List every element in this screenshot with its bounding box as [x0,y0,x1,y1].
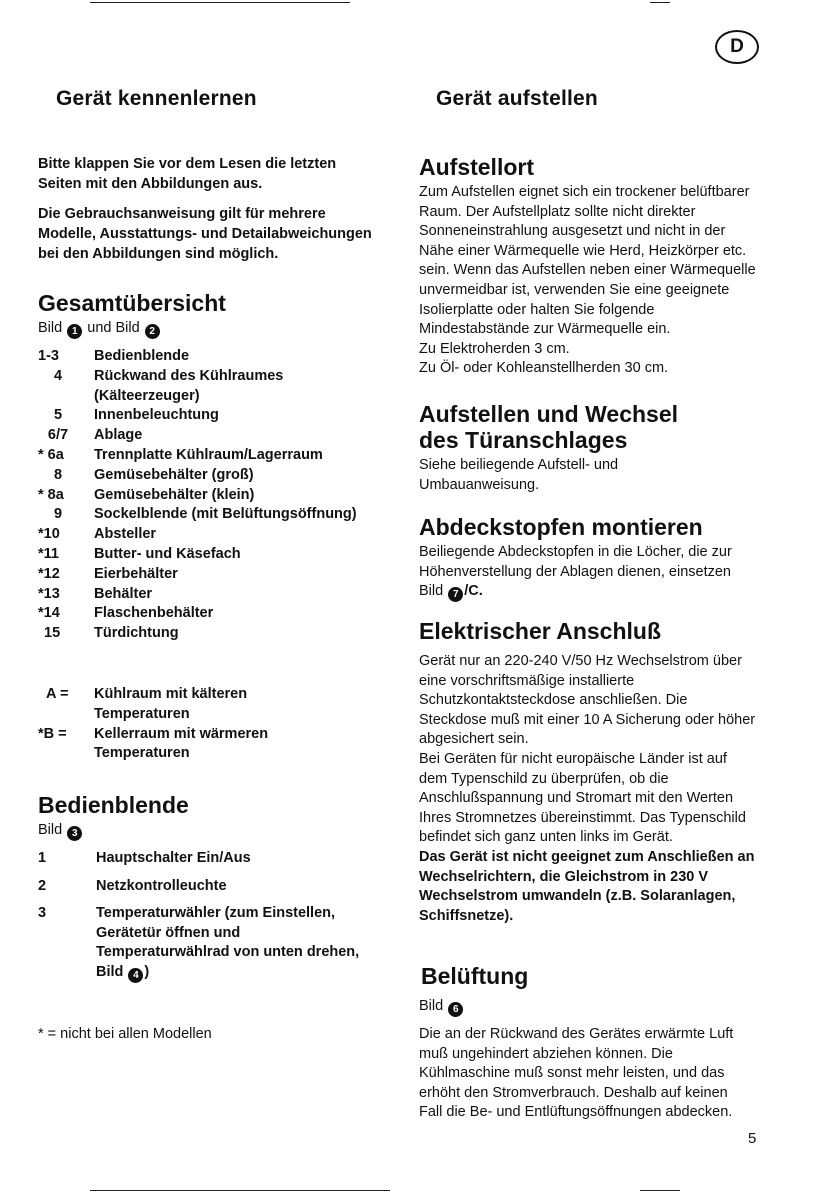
panel-ref-prefix: Bild [38,822,63,838]
panel-item-label-wrap [96,904,368,983]
electrical-text [419,652,759,926]
zone-key: A = [46,686,69,702]
panel-item-tail: ) [144,963,150,980]
ventilation-text: Die an der Rückwand des Gerätes erwärmte Luft muß ungehindert abziehen können. Die Kühlmaschine muß sonst mehr leisten, und das erhöht den Stromverbrauch. Deshalb auf keinen Fall die Be- und Entlüftungsöffnungen abdecken. [419,1026,734,1121]
legend-row [38,624,368,644]
panel-item-key: 3 [38,905,47,922]
legend-row [38,565,368,585]
figure-6-marker: 6 [448,1002,463,1017]
legend-key: 6/7 [47,427,69,444]
electrical-body-1: Gerät nur an 220-240 V/50 Hz Wechselstrom über eine vorschriftsmäßige installierte Schutzkontaktsteckdose anschließen. Die Steckdose muß mit einer 10 A Sicherung oder höher abgesichert sein. [419,653,756,748]
legend-label: Gemüsebehälter (klein) [94,486,255,503]
panel-item-key: 1 [38,850,47,866]
legend-row [38,406,368,426]
location-text [419,183,759,379]
panel-item-label: Netzkontrolleuchte [96,877,227,894]
location-oil-distance: Zu Öl- oder Kohleanstellherden 30 cm. [419,360,669,377]
panel-item [38,849,368,869]
top-rule-right [650,2,670,3]
footnote: * = nicht bei allen Modellen [38,1026,212,1042]
location-body: Zum Aufstellen eignet sich ein trockener belüftbarer Raum. Der Aufstellplatz sollte nicht direkter Sonneneinstrahlung ausgesetzt und nicht in der Nähe einer Wärmequelle wie Herd, Heizkörper etc. sein. Wenn das Aufstellen neben einer Wärmequelle unvermeidbar ist, verwenden Sie eine geeignete Isolierplatte oder halten Sie folgende Mindestabstände zur Wärmequelle ein. [419,184,756,338]
ventilation-ref-prefix: Bild [419,998,444,1014]
legend-row [38,486,368,506]
legend-key: 5 [53,407,63,424]
zone-legend [38,685,368,764]
legend-label: Ablage [94,427,143,444]
legend-key: 9 [53,506,63,523]
overview-title: Gesamtübersicht [38,290,226,316]
panel-item-key: 2 [38,877,47,894]
cover-plugs-text [419,543,749,602]
door-hinge-text: Siehe beiliegende Aufstell- und Umbauanweisung. [419,457,619,493]
right-header-title: Gerät aufstellen [436,87,598,110]
panel-item-label: Temperaturwähler (zum Einstellen, Gerätetür öffnen und Temperaturwählrad von unten drehen, Bild [96,905,360,980]
cover-plugs-title: Abdeckstopfen montieren [419,514,703,540]
location-electric-distance: Zu Elektroherden 3 cm. [419,340,570,357]
figure-4-marker: 4 [128,968,143,983]
legend-key: 4 [53,367,63,384]
cover-plugs-tail: /C. [464,583,483,600]
location-title: Aufstellort [419,154,534,180]
figure-7-marker: 7 [448,587,463,602]
legend-key: * 8a [38,486,64,503]
legend-label: Bedienblende [94,348,190,364]
legend-label: Sockelblende (mit Belüftungsöffnung) [94,506,357,523]
legend-label: Absteller [94,526,157,543]
legend-key: 15 [44,625,61,642]
legend-row [38,367,368,407]
language-badge: D [715,30,759,64]
left-header-title: Gerät kennenlernen [56,87,257,110]
figure-1-marker: 1 [67,324,82,339]
legend-label: Türdichtung [94,625,179,642]
legend-row [38,585,368,605]
zone-key: *B = [38,725,67,742]
legend-key: * 6a [38,446,64,463]
legend-row [38,604,368,624]
zone-row [38,725,368,765]
control-panel-items [38,849,368,991]
cover-plugs-body: Beiliegende Abdeckstopfen in die Löcher, die zur Höhenverstellung der Ablagen dienen, einsetzen Bild [419,544,732,600]
control-panel-figure-ref [38,822,83,841]
electrical-title: Elektrischer Anschluß [419,618,662,644]
legend-label: Eierbehälter [94,565,178,582]
legend-label: Trennplatte Kühlraum/Lagerraum [94,446,323,463]
panel-item-label: Hauptschalter Ein/Aus [96,850,251,866]
legend-row [38,505,368,525]
ventilation-figure-ref [419,998,464,1017]
overview-figure-ref [38,320,161,339]
legend-row [38,426,368,446]
legend-key: *12 [38,565,60,582]
legend-label: Flaschenbehälter [94,605,214,622]
legend-key: 1-3 [38,348,59,364]
overview-ref-mid: und Bild [87,320,140,336]
bottom-rule-right [640,1190,680,1191]
legend-row [38,347,368,367]
panel-item [38,904,368,983]
top-rule [90,2,350,3]
legend-label: Innenbeleuchtung [94,407,219,424]
bottom-rule [90,1190,390,1191]
legend-key: *11 [38,545,59,562]
electrical-body-2: Bei Geräten für nicht europäische Länder ist auf dem Typenschild zu überprüfen, ob die Anschlußspannung und Stromart mit den Werten Ihres Stromnetzes übereinstimmt. Das Typenschild befindet sich ganz unten links im Gerät. [419,750,746,846]
control-panel-title: Bedienblende [38,792,189,818]
legend-label: Butter- und Käsefach [94,545,241,562]
zone-row [38,685,368,725]
legend-key: 8 [53,466,63,483]
ventilation-title: Belüftung [421,963,529,989]
zone-label: Kellerraum mit wärmeren Temperaturen [94,725,269,762]
door-hinge-title: Aufstellen und Wechsel des Türanschlages [419,401,679,453]
legend-label: Rückwand des Kühlraumes (Kälteerzeuger) [94,367,284,404]
figure-2-marker: 2 [145,324,160,339]
legend-label: Gemüsebehälter (groß) [94,466,254,483]
electrical-warning: Das Gerät ist nicht geeignet zum Anschließen an Wechselrichtern, die Gleichstrom in 230 V Wechselstrom umwandeln (z.B. Solaranlagen, Schiffsnetze). [419,848,755,924]
overview-ref-prefix: Bild [38,320,63,336]
legend-key: *13 [38,585,60,602]
legend-row [38,446,368,466]
zone-label: Kühlraum mit kälteren Temperaturen [94,686,248,722]
legend-label: Behälter [94,585,153,602]
lead-applicability: Die Gebrauchsanweisung gilt für mehrere Modelle, Ausstattungs- und Detailabweichungen bei den Abbildungen sind möglich. [38,206,372,262]
figure-3-marker: 3 [67,826,82,841]
legend-key: *14 [38,605,60,622]
page-number: 5 [748,1130,757,1147]
lead-instruction: Bitte klappen Sie vor dem Lesen die letzten Seiten mit den Abbildungen aus. [38,156,337,192]
legend-key: *10 [38,526,60,543]
legend-row [38,545,368,565]
legend-row [38,525,368,545]
parts-legend [38,347,368,644]
legend-row [38,466,368,486]
panel-item [38,877,368,897]
